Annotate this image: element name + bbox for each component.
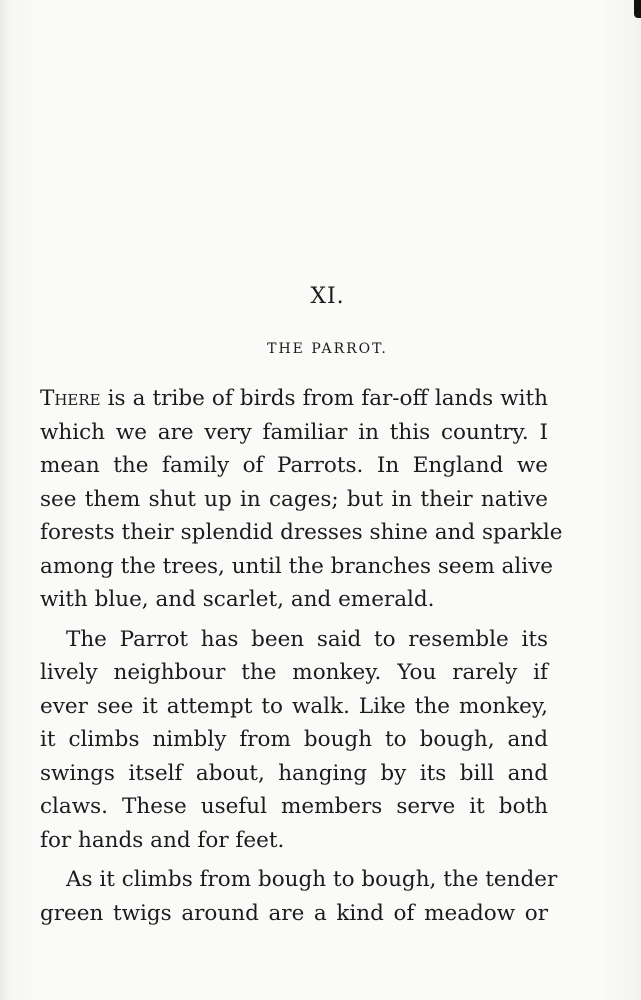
text-line: claws. These useful members serve it both (40, 794, 548, 819)
text-line: see them shut up in cages; but in their native (40, 486, 548, 512)
text-line: with blue, and scarlet, and emerald. (40, 587, 435, 612)
chapter-number: XI. (310, 284, 345, 309)
text-line: swings itself about, hanging by its bill and (40, 760, 548, 786)
text-line: green twigs around are a kind of meadow or (40, 900, 548, 926)
text-line: ever see it attempt to walk. Like the monkey, (40, 693, 548, 719)
opening-word: There (40, 386, 101, 411)
body-text (40, 382, 563, 930)
text-line: As it climbs from bough to bough, the tender (66, 867, 558, 892)
text-line: among the trees, until the branches seem alive (40, 553, 553, 579)
chapter-title: THE PARROT. (267, 341, 388, 357)
text-line: which we are very familiar in this country. I (40, 419, 548, 445)
text-line: The Parrot has been said to resemble its (66, 626, 548, 652)
text-line: for hands and for feet. (40, 827, 285, 853)
text-line: mean the family of Parrots. In England we (40, 453, 548, 478)
text-line: forests their splendid dresses shine and sparkle (40, 520, 563, 545)
scan-edge-mark (634, 0, 641, 18)
text-line: There is a tribe of birds from far-off lands with (40, 386, 548, 411)
text-line: it climbs nimbly from bough to bough, and (40, 727, 548, 752)
text-line: lively neighbour the monkey. You rarely if (40, 660, 548, 685)
